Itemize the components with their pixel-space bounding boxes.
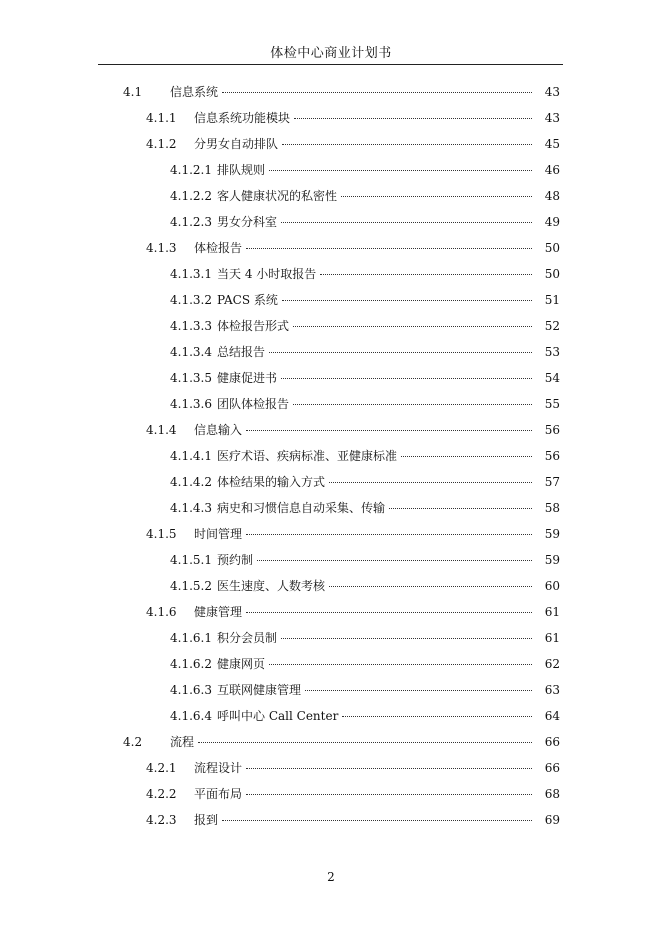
- dot-leader: [222, 820, 532, 821]
- dot-leader: [246, 794, 532, 795]
- toc-entry-number: 4.1.2: [146, 137, 177, 151]
- toc-entry-title: 体检报告: [194, 241, 243, 255]
- toc-entry[interactable]: [0, 550, 662, 570]
- toc-entry[interactable]: [0, 680, 662, 700]
- toc-entry-number: 4.1.6.1: [170, 631, 212, 645]
- toc-entry-number: 4.1.3.2: [170, 293, 212, 307]
- toc-entry-page: 58: [544, 501, 560, 515]
- dot-leader: [257, 560, 532, 561]
- toc-entry-number: 4.1.5.2: [170, 579, 212, 593]
- toc-entry-page: 52: [544, 319, 560, 333]
- toc-entry-number: 4.2: [123, 735, 143, 749]
- toc-entry-title: 病史和习惯信息自动采集、传输: [217, 501, 386, 515]
- toc-entry[interactable]: [0, 368, 662, 388]
- toc-entry[interactable]: [0, 290, 662, 310]
- toc-entry-title: 预约制: [217, 553, 254, 567]
- toc-entry-number: 4.1.4.3: [170, 501, 212, 515]
- toc-entry-number: 4.1.4: [146, 423, 177, 437]
- toc-entry[interactable]: [0, 472, 662, 492]
- toc-entry-page: 68: [544, 787, 560, 801]
- toc-entry-page: 60: [544, 579, 560, 593]
- toc-entry-page: 46: [544, 163, 560, 177]
- toc-entry-number: 4.2.3: [146, 813, 177, 827]
- toc-entry-title: 信息系统: [170, 85, 219, 99]
- page-number: 2: [327, 870, 335, 884]
- toc-entry[interactable]: [0, 134, 662, 154]
- header-rule: [98, 64, 563, 65]
- toc-entry-title: 排队规则: [217, 163, 266, 177]
- toc-entry-number: 4.1: [123, 85, 143, 99]
- dot-leader: [293, 404, 532, 405]
- toc-entry-page: 57: [544, 475, 560, 489]
- dot-leader: [329, 482, 532, 483]
- dot-leader: [401, 456, 532, 457]
- toc-entry-number: 4.1.6.4: [170, 709, 212, 723]
- toc-entry-page: 59: [544, 553, 560, 567]
- toc-entry-title: 医疗术语、疾病标准、亚健康标准: [217, 449, 398, 463]
- toc-entry-page: 50: [544, 267, 560, 281]
- toc-entry-title: 客人健康状况的私密性: [217, 189, 338, 203]
- toc-entry-page: 66: [544, 735, 560, 749]
- toc-entry[interactable]: [0, 394, 662, 414]
- toc-entry-page: 55: [544, 397, 560, 411]
- toc-entry-title: 流程: [170, 735, 195, 749]
- toc-entry-number: 4.1.2.1: [170, 163, 212, 177]
- toc-entry-page: 62: [544, 657, 560, 671]
- toc-entry[interactable]: [0, 186, 662, 206]
- toc-entry-title: 男女分科室: [217, 215, 278, 229]
- toc-entry-number: 4.2.2: [146, 787, 177, 801]
- toc-entry-number: 4.1.3.4: [170, 345, 212, 359]
- toc-entry-number: 4.1.3.5: [170, 371, 212, 385]
- toc-entry[interactable]: [0, 628, 662, 648]
- dot-leader: [246, 430, 532, 431]
- dot-leader: [305, 690, 532, 691]
- toc-entry[interactable]: [0, 108, 662, 128]
- toc-entry[interactable]: [0, 420, 662, 440]
- toc-entry-title: 当天 4 小时取报告: [217, 267, 317, 281]
- toc-entry[interactable]: [0, 446, 662, 466]
- toc-entry-page: 48: [544, 189, 560, 203]
- toc-entry-title: 积分会员制: [217, 631, 278, 645]
- toc-entry-page: 43: [544, 111, 560, 125]
- toc-entry-title: 健康促进书: [217, 371, 278, 385]
- toc-entry[interactable]: [0, 524, 662, 544]
- toc-entry-title: 呼叫中心 Call Center: [217, 709, 339, 723]
- toc-entry-number: 4.1.3.1: [170, 267, 212, 281]
- toc-entry-title: PACS 系统: [217, 293, 278, 307]
- toc-entry-title: 流程设计: [194, 761, 243, 775]
- dot-leader: [246, 612, 532, 613]
- toc-entry-number: 4.1.6.3: [170, 683, 212, 697]
- toc-entry-number: 4.1.3.3: [170, 319, 212, 333]
- toc-entry[interactable]: [0, 160, 662, 180]
- dot-leader: [320, 274, 532, 275]
- dot-leader: [246, 768, 532, 769]
- dot-leader: [342, 716, 532, 717]
- dot-leader: [269, 170, 532, 171]
- toc-entry[interactable]: [0, 212, 662, 232]
- toc-entry[interactable]: [0, 342, 662, 362]
- toc-entry-number: 4.1.5.1: [170, 553, 212, 567]
- dot-leader: [341, 196, 532, 197]
- toc-entry-title: 互联网健康管理: [217, 683, 302, 697]
- toc-entry-page: 56: [544, 423, 560, 437]
- toc-entry-title: 体检报告形式: [217, 319, 290, 333]
- toc-entry-title: 分男女自动排队: [194, 137, 279, 151]
- toc-entry-page: 69: [544, 813, 560, 827]
- toc-entry-title: 时间管理: [194, 527, 243, 541]
- toc-entry[interactable]: [0, 758, 662, 778]
- toc-entry-number: 4.1.4.2: [170, 475, 212, 489]
- dot-leader: [282, 144, 532, 145]
- toc-entry[interactable]: [0, 810, 662, 830]
- dot-leader: [281, 638, 532, 639]
- dot-leader: [198, 742, 532, 743]
- toc-entry-number: 4.1.2.3: [170, 215, 212, 229]
- toc-entry-title: 体检结果的输入方式: [217, 475, 326, 489]
- toc-entry[interactable]: [0, 264, 662, 284]
- toc-entry[interactable]: [0, 654, 662, 674]
- toc-entry-number: 4.2.1: [146, 761, 177, 775]
- toc-entry-page: 49: [544, 215, 560, 229]
- toc-entry-page: 45: [544, 137, 560, 151]
- toc-entry-title: 健康管理: [194, 605, 243, 619]
- toc-entry[interactable]: [0, 732, 662, 752]
- toc-entry-page: 43: [544, 85, 560, 99]
- toc-entry-page: 61: [544, 631, 560, 645]
- toc-entry[interactable]: [0, 316, 662, 336]
- toc-entry[interactable]: [0, 576, 662, 596]
- dot-leader: [293, 326, 532, 327]
- toc-entry-page: 61: [544, 605, 560, 619]
- dot-leader: [281, 378, 532, 379]
- toc-entry-title: 总结报告: [217, 345, 266, 359]
- toc-entry-page: 50: [544, 241, 560, 255]
- toc-entry-title: 医生速度、人数考核: [217, 579, 326, 593]
- dot-leader: [294, 118, 532, 119]
- dot-leader: [329, 586, 532, 587]
- toc-entry[interactable]: [0, 602, 662, 622]
- toc-entry-number: 4.1.5: [146, 527, 177, 541]
- toc-entry-number: 4.1.3: [146, 241, 177, 255]
- toc-entry-page: 64: [544, 709, 560, 723]
- dot-leader: [282, 300, 532, 301]
- toc-entry-number: 4.1.6: [146, 605, 177, 619]
- toc-entry-title: 信息输入: [194, 423, 243, 437]
- dot-leader: [269, 664, 532, 665]
- toc-entry-page: 59: [544, 527, 560, 541]
- toc-entry[interactable]: [0, 784, 662, 804]
- toc-entry-number: 4.1.4.1: [170, 449, 212, 463]
- toc-entry[interactable]: [0, 498, 662, 518]
- dot-leader: [246, 248, 532, 249]
- toc-entry-number: 4.1.1: [146, 111, 177, 125]
- running-header-title: 体检中心商业计划书: [270, 46, 392, 61]
- dot-leader: [222, 92, 532, 93]
- dot-leader: [281, 222, 532, 223]
- toc-entry-page: 54: [544, 371, 560, 385]
- toc-entry-page: 63: [544, 683, 560, 697]
- toc-entry-number: 4.1.3.6: [170, 397, 212, 411]
- toc-entry-title: 报到: [194, 813, 219, 827]
- toc-entry-page: 53: [544, 345, 560, 359]
- dot-leader: [389, 508, 532, 509]
- toc-entry-title: 健康网页: [217, 657, 266, 671]
- toc-entry-number: 4.1.2.2: [170, 189, 212, 203]
- toc-entry-page: 66: [544, 761, 560, 775]
- toc-entry-page: 51: [544, 293, 560, 307]
- toc-entry-number: 4.1.6.2: [170, 657, 212, 671]
- toc-entry-title: 平面布局: [194, 787, 243, 801]
- dot-leader: [269, 352, 532, 353]
- toc-entry[interactable]: [0, 82, 662, 102]
- dot-leader: [246, 534, 532, 535]
- toc-entry-page: 56: [544, 449, 560, 463]
- toc-entry-title: 团队体检报告: [217, 397, 290, 411]
- toc-entry-title: 信息系统功能模块: [194, 111, 291, 125]
- toc-entry[interactable]: [0, 706, 662, 726]
- toc-entry[interactable]: [0, 238, 662, 258]
